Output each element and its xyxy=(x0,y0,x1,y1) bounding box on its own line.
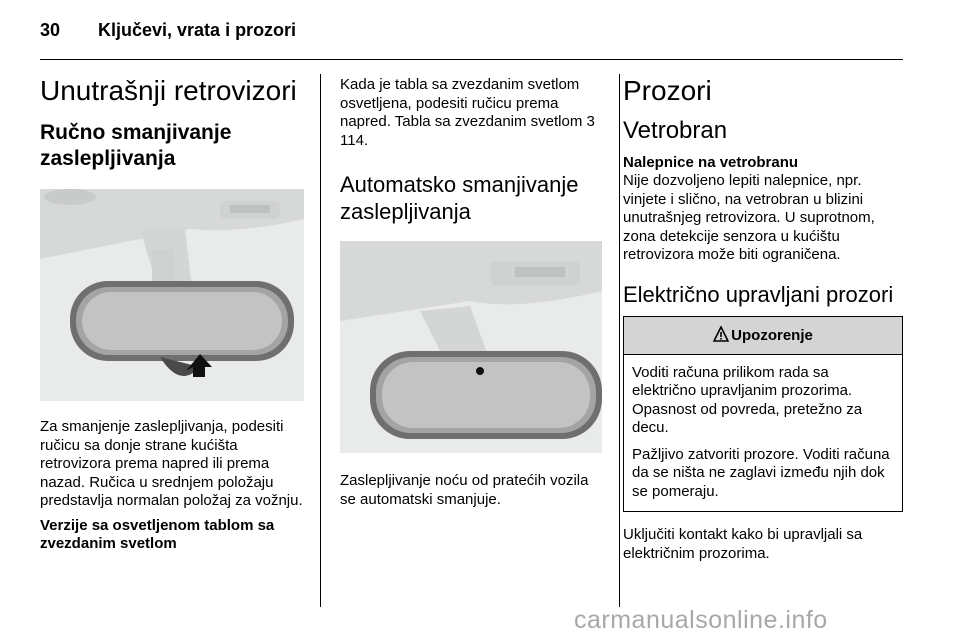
version-note: Verzije sa osvetljenom tablom sa zvezdanim svetlom xyxy=(40,516,275,552)
header-rule xyxy=(40,59,903,60)
windscreen-stickers-text: Nije dozvoljeno lepiti nalepnice, npr. vinjete i slično, na vetrobran u blizini unutrašnjeg retrovizora. U suprotnom, zona detekcije senzora u kućištu retrovizora može biti ograničena. xyxy=(623,172,875,263)
column-divider-2 xyxy=(619,74,620,607)
star-panel-body: Kada je tabla sa zvezdanim svetlom osvetljena, podesiti ručicu prema napred. Tabla sa zvezdanim svetlom xyxy=(340,76,583,130)
power-windows-text: Uključiti kontakt kako bi upravljali sa električnim prozorima. xyxy=(623,526,863,562)
watermark: carmanualsonline.info xyxy=(574,606,828,634)
warning-text-2: Pažljivo zatvoriti prozore. Voditi računa da se ništa ne zaglavi između njih dok se pomeraju. xyxy=(632,445,890,500)
page-ref-arrow: 3 xyxy=(586,113,595,130)
column-divider-1 xyxy=(320,74,321,607)
warning-header xyxy=(624,317,902,355)
windscreen-stickers-heading: Nalepnice na vetrobranu xyxy=(623,154,799,171)
page-number: 30 xyxy=(40,20,61,40)
warning-text-1: Voditi računa prilikom rada sa električno upravljanim prozorima. Opasnost od povreda, pretežno za decu. xyxy=(632,363,863,436)
column-1 xyxy=(40,74,304,554)
chapter-title: Ključevi, vrata i prozori xyxy=(98,20,297,40)
column-2 xyxy=(340,74,604,509)
manual-dimming-text: Za smanjenje zaslepljivanja, podesiti ručicu sa donje strane kućišta retrovizora prema napred ili prema nazad. Ručica u srednjem položaju predstavlja normalan položaj za vožnju. xyxy=(40,418,303,509)
auto-dimming-mirror-illustration xyxy=(340,241,602,453)
auto-dimming-text: Zaslepljivanje noću od pratećih vozila se automatski smanjuje. xyxy=(340,472,589,508)
page-ref-number[interactable]: 114. xyxy=(340,131,369,149)
warning-triangle-icon xyxy=(713,319,729,335)
warning-box xyxy=(623,316,903,513)
section-heading: Unutrašnji retrovizori xyxy=(40,75,297,106)
subsection-heading: Ručno smanjivanje zaslepljivanja xyxy=(40,121,232,170)
warning-body xyxy=(624,355,902,512)
column-3 xyxy=(623,74,903,563)
star-panel-text xyxy=(340,76,604,150)
power-windows-heading: Električno upravljani prozori xyxy=(623,281,894,307)
manual-dimming-mirror-illustration xyxy=(40,189,304,401)
windscreen-heading: Vetrobran xyxy=(623,117,728,144)
warning-title: Upozorenje xyxy=(731,326,813,344)
auto-dimming-heading: Automatsko smanjivanje zaslepljivanja xyxy=(340,172,579,224)
windows-heading: Prozori xyxy=(623,75,712,106)
